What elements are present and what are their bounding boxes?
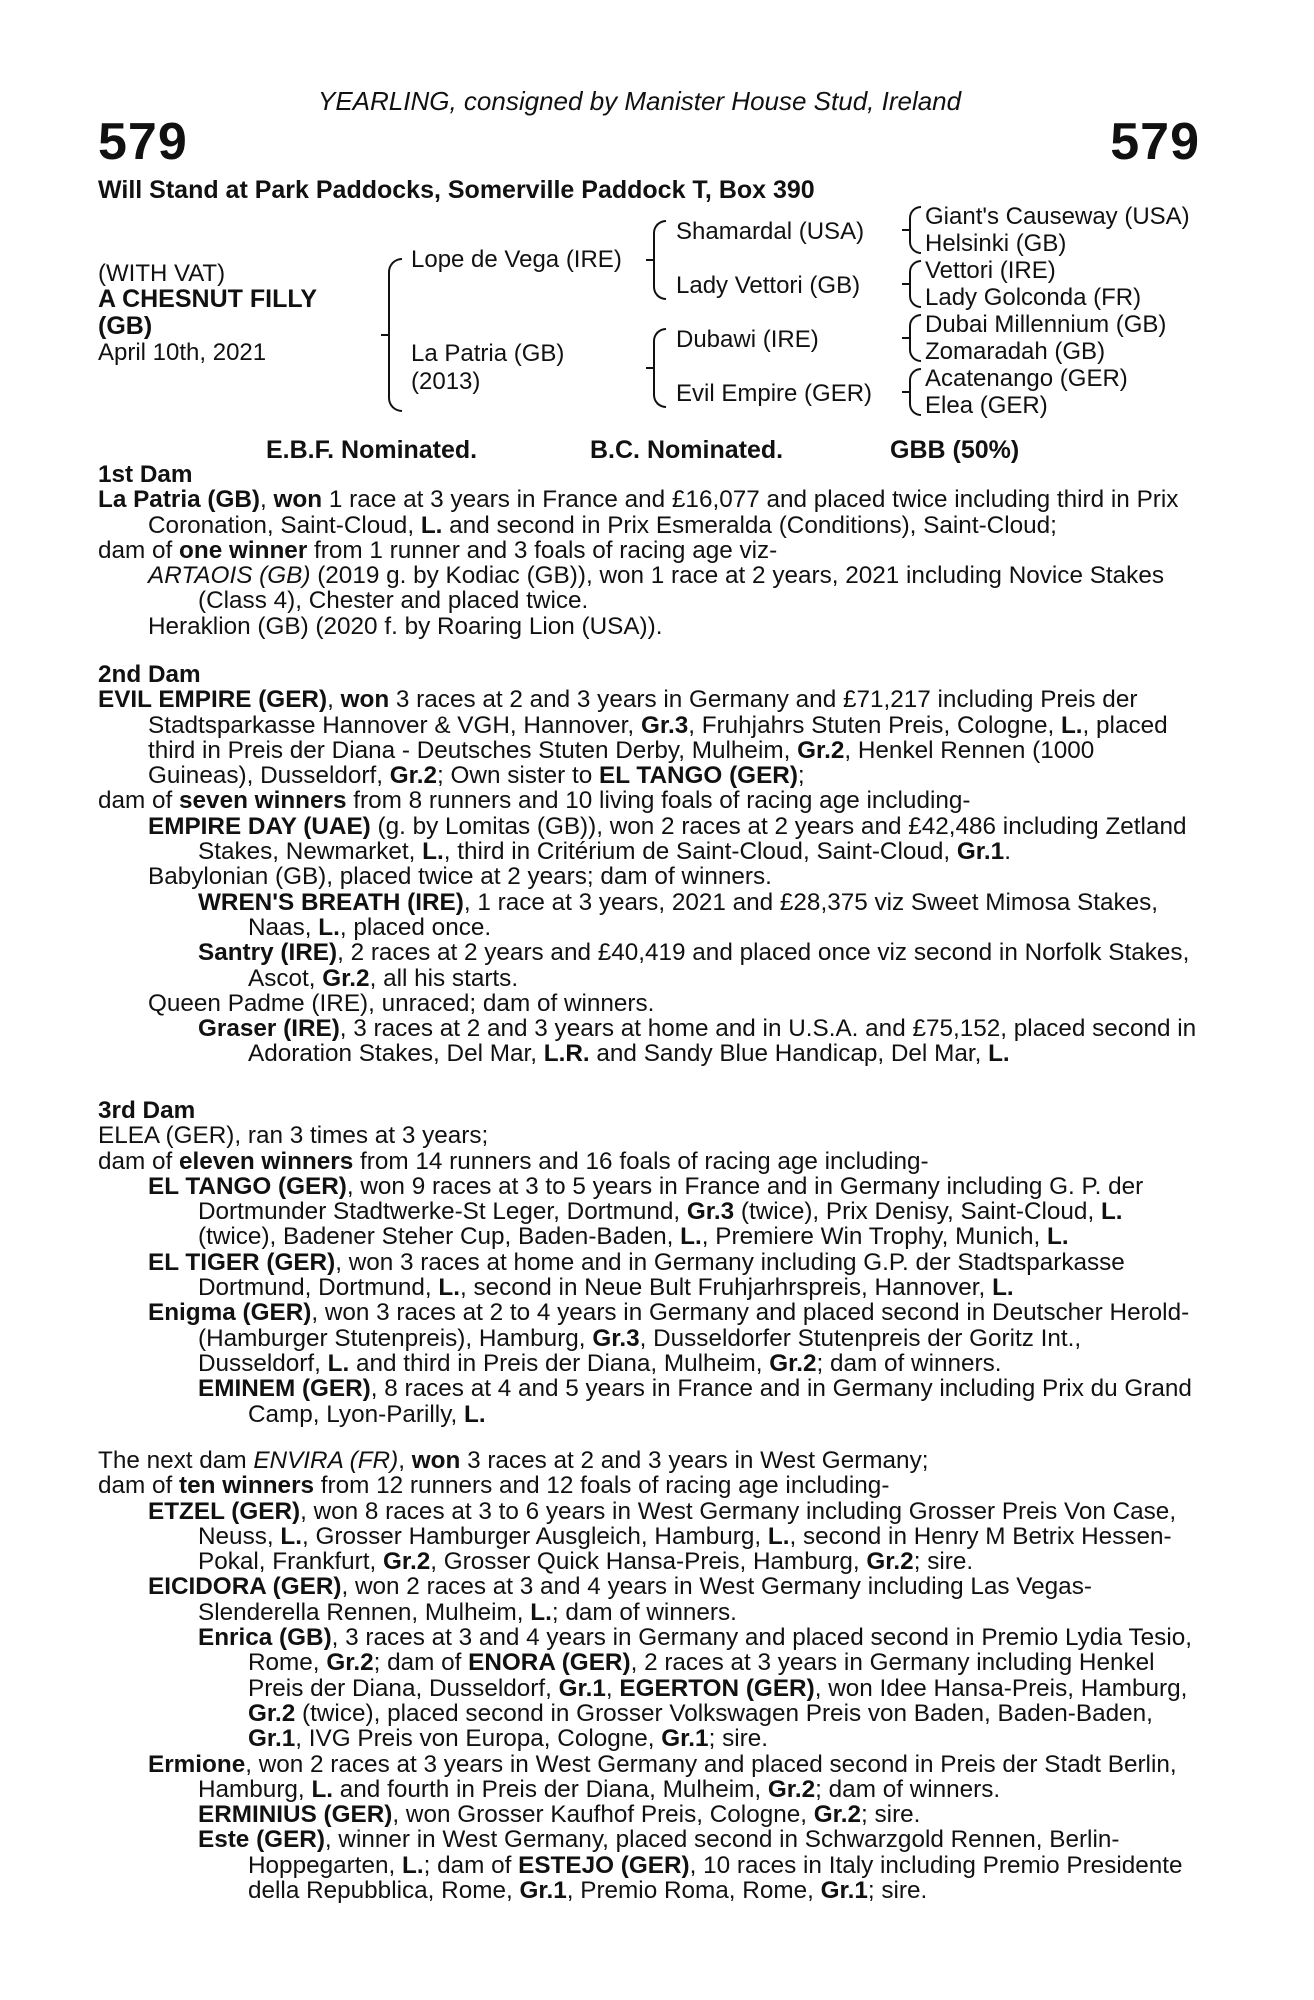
first-dam-produce-summary: dam of one winner from 1 runner and 3 foals of racing age viz- [98,536,778,564]
first-dam-heading: 1st Dam [98,461,193,488]
vat-note: (WITH VAT) [98,260,226,287]
next-dam-grandfoal-2: ERMINIUS (GER), won Grosser Kaufhof Preis, Cologne, Gr.2; sire. [198,1801,921,1829]
pedigree-brace-g1 [909,206,921,254]
next-dam-foal-2: EICIDORA (GER), won 2 races at 3 and 4 years in West Germany including Las Vegas-Slenderella Rennen, Mulheim, L.; dam of winners. [148,1573,1092,1626]
next-dam-produce-summary: dam of ten winners from 12 runners and 12 foals of racing age including- [98,1472,890,1500]
second-dam-record: EVIL EMPIRE (GER), won 3 races at 2 and 3 years in Germany and £71,217 including Preis der Stadtsparkasse Hannover & VGH, Hannover, Gr.3, Fruhjahrs Stuten Preis, Cologne, L., placed third in Preis der Diana - Deutsches Stuten Derby, Mulheim, Gr.2, Henkel Rennen (1000 Guineas), Dusseldorf, Gr.2; Own sister to EL TANGO (GER); [98,686,1168,790]
next-dam-grandfoal-3: Este (GER), winner in West Germany, placed second in Schwarzgold Rennen, Berlin-Hoppegarten, L.; dam of ESTEJO (GER), 10 races in Italy including Premio Presidente della Repubblica, Rome, Gr.1, Premio Roma, Rome, Gr.1; sire. [198,1826,1183,1905]
next-dam-foal-1: ETZEL (GER), won 8 races at 3 to 6 years in West Germany including Grosser Preis Von Case, Neuss, L., Grosser Hamburger Ausgleich, Hamburg, L., second in Henry M Betrix Hessen-Pokal, Frankfurt, Gr.2, Grosser Quick Hansa-Preis, Hamburg, Gr.2; sire. [148,1497,1177,1576]
ancestor-g4: Lady Golconda (FR) [925,284,1142,311]
sire-of-sire: Shamardal (USA) [676,218,865,245]
first-dam-record: La Patria (GB), won 1 race at 3 years in France and £16,077 and placed twice including third in Prix Coronation, Saint-Cloud, L. and second in Prix Esmeralda (Conditions), Saint-Cloud; [98,486,1179,539]
second-dam-grandfoal-2: Santry (IRE), 2 races at 2 years and £40,419 and placed once viz second in Norfolk Stakes, Ascot, Gr.2, all his starts. [198,939,1190,992]
second-dam-produce-summary: dam of seven winners from 8 runners and 10 living foals of racing age including- [98,787,971,815]
sire-of-dam: Dubawi (IRE) [676,326,819,353]
pedigree-brace-g4 [909,368,921,416]
horse-name-line2: (GB) [98,312,153,340]
pedigree-brace-dam [653,328,666,408]
next-dam-section [98,1448,1200,1903]
stabling-location: Will Stand at Park Paddocks, Somerville Paddock T, Box 390 [98,176,815,204]
catalogue-subtitle: YEARLING, consigned by Manister House Stud, Ireland [318,86,962,116]
first-dam-foal-1: ARTAOIS (GB) (2019 g. by Kodiac (GB)), won 1 race at 2 years, 2021 including Novice Stakes (Class 4), Chester and placed twice. [148,562,1164,615]
pedigree-brace-g2 [909,260,921,308]
second-dam-section [98,662,1200,1067]
first-dam-foal-2: Heraklion (GB) (2020 f. by Roaring Lion (USA)). [148,612,663,640]
ebf-nomination: E.B.F. Nominated. [266,436,478,464]
first-dam-section [98,462,1200,639]
pedigree-brace-g3 [909,314,921,362]
gbb-status: GBB (50%) [890,436,1020,464]
third-dam-section [98,1098,1200,1427]
third-dam-produce-summary: dam of eleven winners from 14 runners and 16 foals of racing age including- [98,1147,929,1175]
second-dam-grandfoal-1: WREN'S BREATH (IRE), 1 race at 3 years, 2021 and £28,375 viz Sweet Mimosa Stakes, Naas, L., placed once. [198,888,1159,941]
third-dam-foal-2: EL TIGER (GER), won 3 races at home and in Germany including G.P. der Stadtsparkasse Dortmund, Dortmund, L., second in Neue Bult Fruhjarhrspreis, Hannover, L. [148,1248,1125,1302]
sire: Lope de Vega (IRE) [411,246,622,273]
dam-year: (2013) [411,368,481,395]
pedigree-brace-sire [653,220,666,300]
horse-name-line1: A CHESNUT FILLY [98,285,317,313]
next-dam-record: The next dam ENVIRA (FR), won 3 races at 2 and 3 years in West Germany; [98,1447,929,1474]
lot-number-left: 579 [98,113,188,171]
second-dam-foal-3: Queen Padme (IRE), unraced; dam of winners. [148,989,655,1017]
ancestor-g3: Vettori (IRE) [925,257,1056,284]
ancestor-g8: Elea (GER) [925,392,1048,419]
third-dam-foal-1: EL TANGO (GER), won 9 races at 3 to 5 years in France and in Germany including G. P. der Dortmunder Stadtwerke-St Leger, Dortmund, Gr.3 (twice), Prix Denisy, Saint-Cloud, L. (twice), Badener Steher Cup, Baden-Baden, L., Premiere Win Trophy, Munich, L. [148,1172,1144,1251]
second-dam-grandfoal-3: Graser (IRE), 3 races at 2 and 3 years at home and in U.S.A. and £75,152, placed second in Adoration Stakes, Del Mar, L.R. and Sandy Blue Handicap, Del Mar, L. [198,1015,1197,1068]
ancestor-g5: Dubai Millennium (GB) [925,311,1167,338]
lot-number-right: 579 [1110,113,1200,171]
second-dam-foal-2: Babylonian (GB), placed twice at 2 years; dam of winners. [148,863,772,891]
ancestor-g2: Helsinki (GB) [925,230,1067,257]
next-dam-grandfoal-1: Enrica (GB), 3 races at 3 and 4 years in Germany and placed second in Premio Lydia Tesio, Rome, Gr.2; dam of ENORA (GER), 2 races at 3 years in Germany including Henkel Preis der Diana, Dusseldorf, Gr.1, EGERTON (GER), won Idee Hansa-Preis, Hamburg, Gr.2 (twice), placed second in Grosser Volkswagen Preis von Baden, Baden-Baden, Gr.1, IVG Preis von Europa, Cologne, Gr.1; sire. [198,1624,1192,1753]
pedigree-brace-main [388,258,402,412]
dam-of-sire: Lady Vettori (GB) [676,272,861,299]
ancestor-g6: Zomaradah (GB) [925,338,1106,365]
ancestor-g1: Giant's Causeway (USA) [925,203,1190,230]
third-dam-heading: 3rd Dam [98,1097,196,1124]
second-dam-heading: 2nd Dam [98,661,201,688]
foaling-date: April 10th, 2021 [98,339,267,366]
dam: La Patria (GB) [411,340,565,367]
ancestor-g7: Acatenango (GER) [925,365,1128,392]
dam-of-dam: Evil Empire (GER) [676,380,873,407]
third-dam-grandfoal-1: EMINEM (GER), 8 races at 4 and 5 years in France and in Germany including Prix du Grand Camp, Lyon-Parilly, L. [198,1375,1192,1428]
next-dam-foal-3: Ermione, won 2 races at 3 years in West Germany and placed second in Preis der Stadt Berlin, Hamburg, L. and fourth in Preis der Diana, Mulheim, Gr.2; dam of winners. [148,1750,1177,1803]
third-dam-record: ELEA (GER), ran 3 times at 3 years; [98,1122,489,1150]
bc-nomination: B.C. Nominated. [590,436,784,464]
second-dam-foal-1: EMPIRE DAY (UAE) (g. by Lomitas (GB)), won 2 races at 2 years and £42,486 including Zetland Stakes, Newmarket, L., third in Critérium de Saint-Cloud, Saint-Cloud, Gr.1. [148,812,1187,866]
third-dam-foal-3: Enigma (GER), won 3 races at 2 to 4 years in Germany and placed second in Deutscher Herold-(Hamburger Stutenpreis), Hamburg, Gr.3, Dusseldorfer Stutenpreis der Goritz Int., Dusseldorf, L. and third in Preis der Diana, Mulheim, Gr.2; dam of winners. [148,1299,1190,1377]
